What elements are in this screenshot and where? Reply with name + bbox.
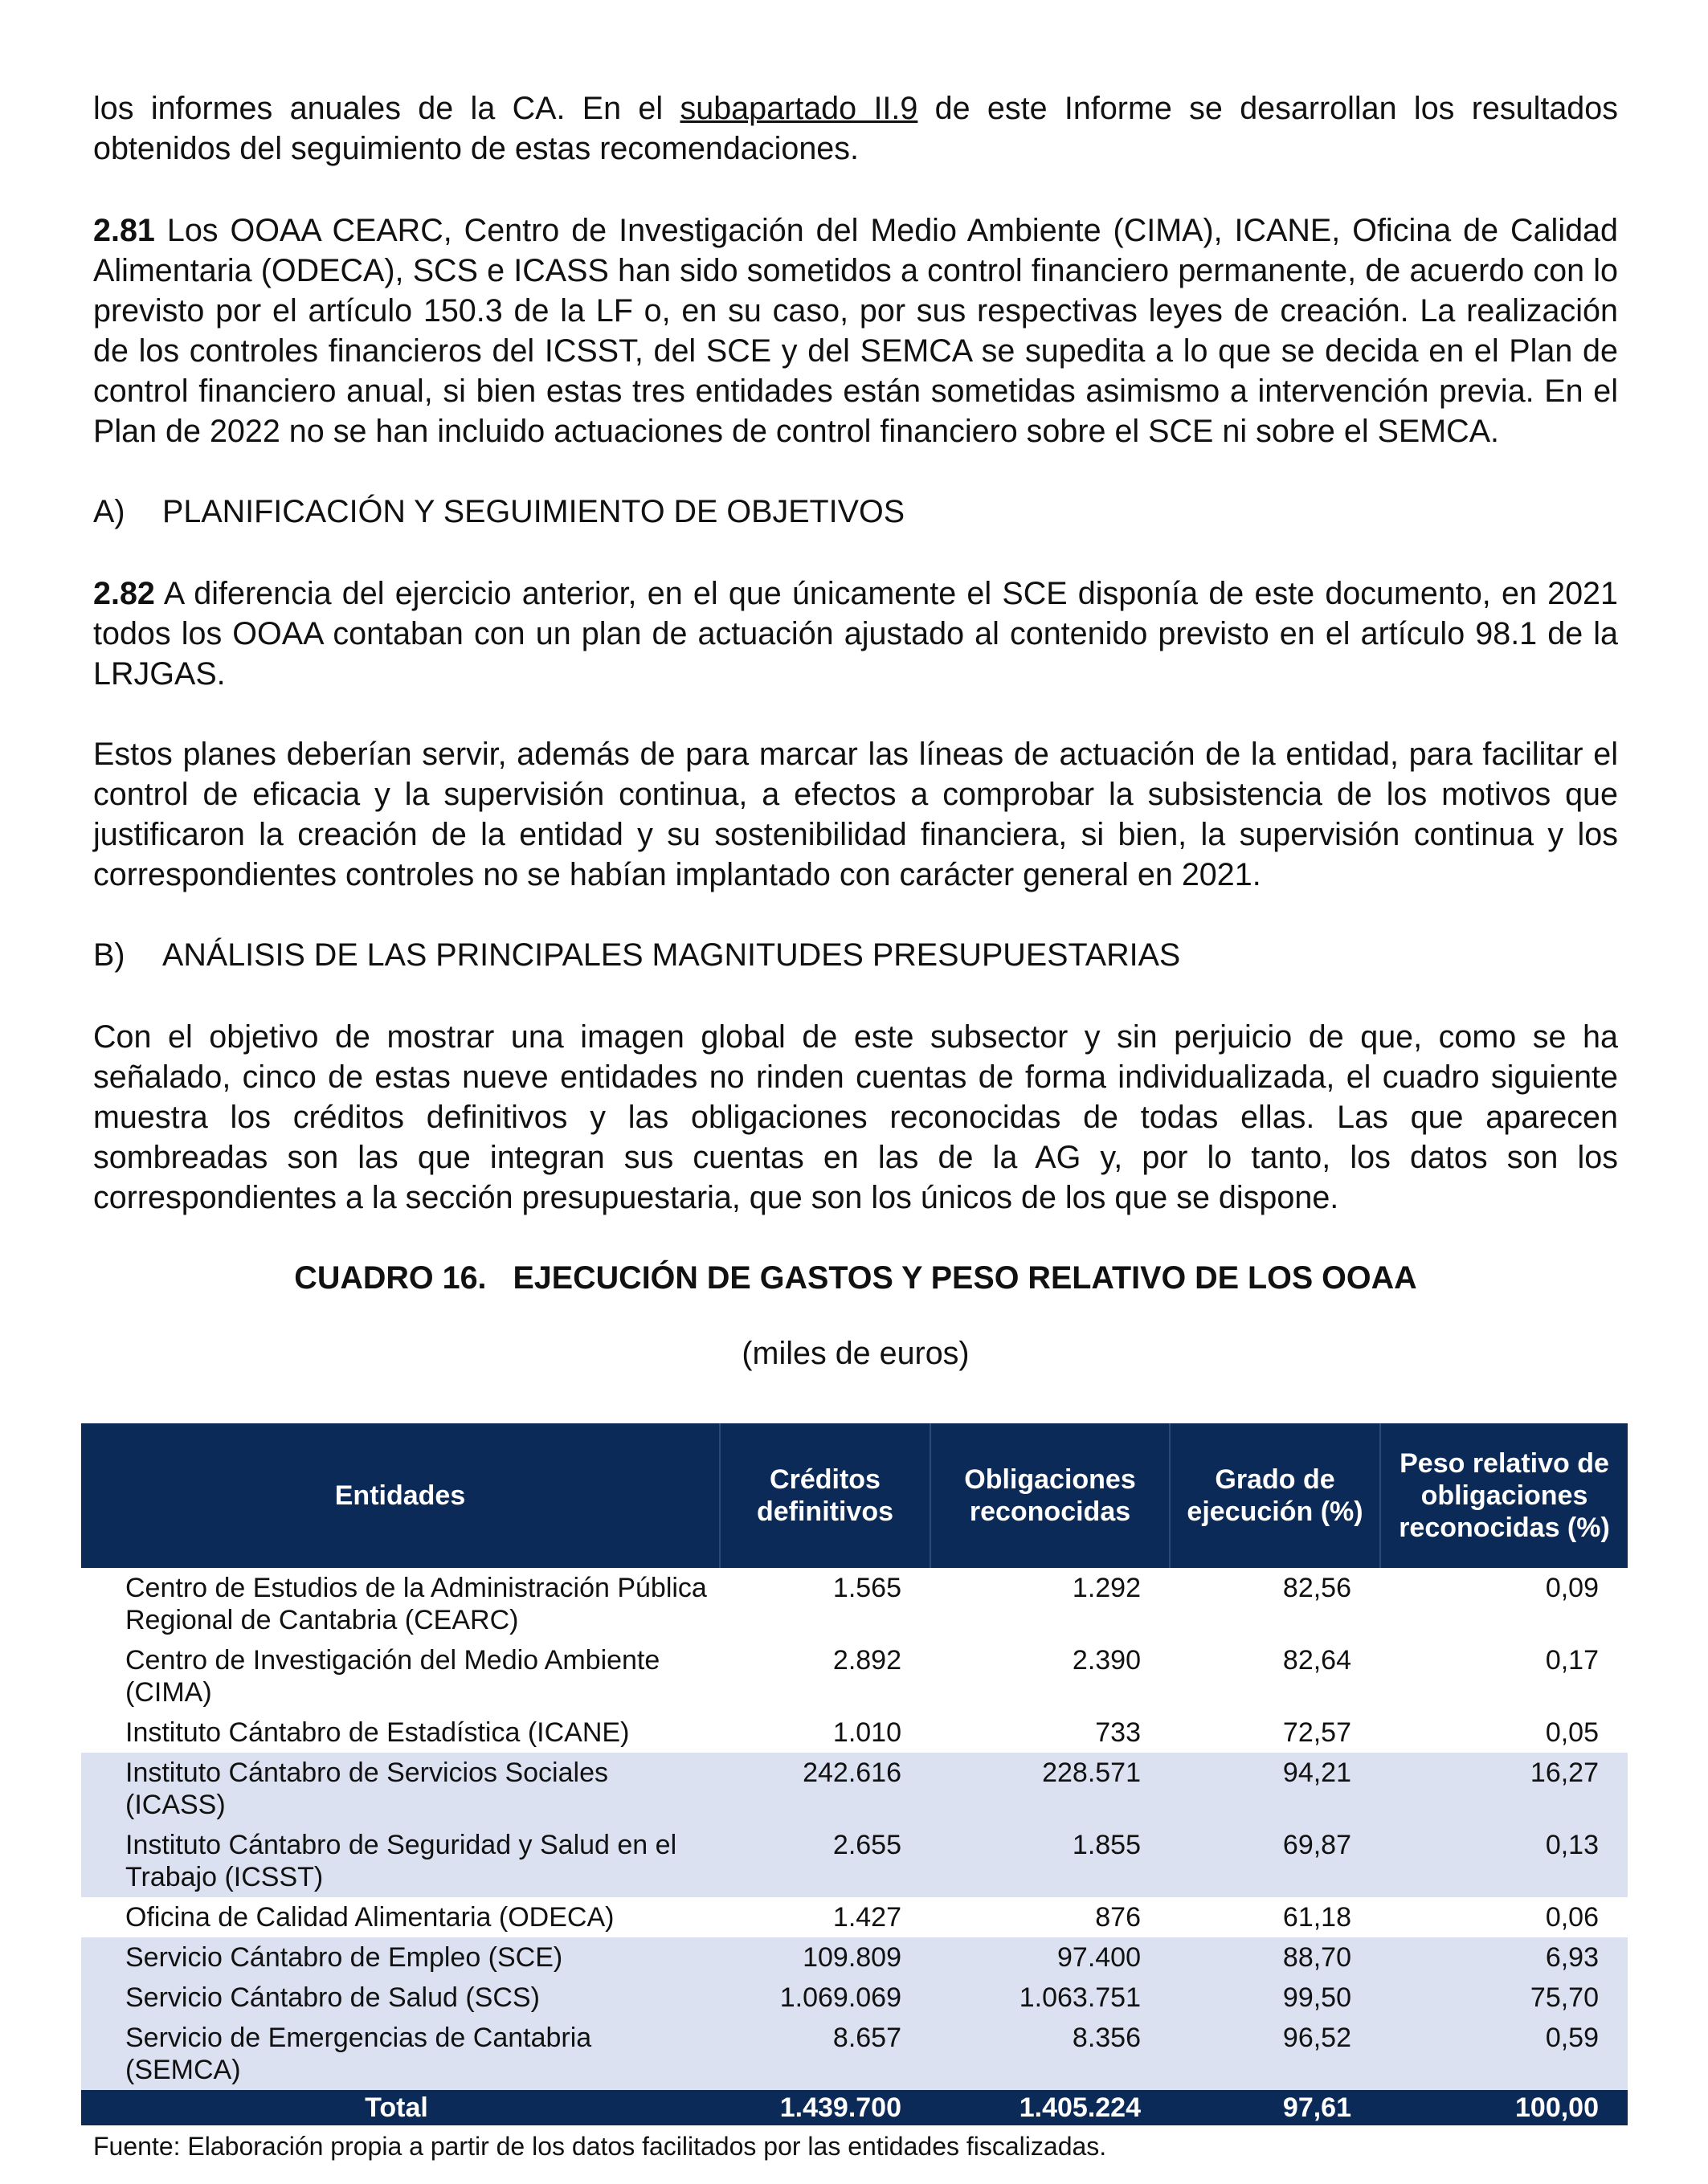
cell-peso: 0,17 xyxy=(1545,1645,1599,1676)
cell-grado: 61,18 xyxy=(1282,1902,1351,1933)
cell-creditos: 1.010 xyxy=(832,1717,901,1748)
total-grado: 97,61 xyxy=(1170,2090,1380,2125)
table-row xyxy=(81,1937,1628,1978)
cell-grado: 96,52 xyxy=(1170,2018,1380,2090)
intro-paragraph: los informes anuales de la CA. En el subapartado II.9 de este Informe se desarrollan los resultados obtenidos del seguimiento de estas recomendaciones. xyxy=(93,91,1618,166)
cell-peso: 0,09 xyxy=(1545,1573,1599,1603)
cell-creditos: 2.655 xyxy=(720,1825,930,1897)
table-row xyxy=(81,1713,1628,1753)
table-row xyxy=(81,2018,1628,2090)
section-heading-a xyxy=(93,492,1618,532)
section-heading-b xyxy=(93,935,1618,975)
cell-creditos: 1.069.069 xyxy=(720,1978,930,2018)
entity-name: Oficina de Calidad Alimentaria (ODECA) xyxy=(125,1902,615,1933)
entity-name: Centro de Investigación del Medio Ambiente (CIMA) xyxy=(125,1645,660,1708)
table-row xyxy=(81,1825,1628,1897)
cell-obligaciones: 8.356 xyxy=(930,2018,1170,2090)
cell-peso: 0,06 xyxy=(1545,1902,1599,1933)
total-creditos: 1.439.700 xyxy=(720,2090,930,2125)
cell-obligaciones: 2.390 xyxy=(1072,1645,1141,1676)
table-header-row xyxy=(81,1423,1628,1568)
cell-grado: 82,64 xyxy=(1282,1645,1351,1676)
table-row xyxy=(81,1753,1628,1825)
total-name: Total xyxy=(81,2090,720,2125)
entity-name: Instituto Cántabro de Seguridad y Salud en el Trabajo (ICSST) xyxy=(81,1825,720,1897)
heading-text: PLANIFICACIÓN Y SEGUIMIENTO DE OBJETIVOS xyxy=(162,494,905,529)
subapartado-link[interactable]: subapartado II.9 xyxy=(680,91,918,126)
document-body xyxy=(93,88,1618,1374)
heading-text: ANÁLISIS DE LAS PRINCIPALES MAGNITUDES PRESUPUESTARIAS xyxy=(162,937,1181,973)
cell-peso: 0,13 xyxy=(1380,1825,1628,1897)
cell-grado: 82,56 xyxy=(1282,1573,1351,1603)
cell-obligaciones: 1.855 xyxy=(930,1825,1170,1897)
table-row xyxy=(81,1897,1628,1937)
paragraph-planes: Estos planes deberían servir, además de para marcar las líneas de actuación de la entidad, para facilitar el control de eficacia y la supervisión continua, a efectos a comprobar la subsistencia de los motivos que justificaron la creación de la entidad y su sostenibilidad financiera, si bien, la supervisión continua y los correspondientes controles no se habían implantado con carácter general en 2021. xyxy=(93,737,1618,892)
total-obligaciones: 1.405.224 xyxy=(930,2090,1170,2125)
cell-grado: 69,87 xyxy=(1170,1825,1380,1897)
cell-obligaciones: 97.400 xyxy=(930,1937,1170,1978)
table-row xyxy=(81,1640,1628,1713)
heading-letter: A) xyxy=(93,494,125,529)
paragraph-2-82: 2.82 A diferencia del ejercicio anterior, en el que únicamente el SCE disponía de este documento, en 2021 todos los OOAA contaban con un plan de actuación ajustado al contenido previsto en el artículo 98.1 de la LRJGAS. xyxy=(93,576,1618,692)
cell-obligaciones: 876 xyxy=(1095,1902,1141,1933)
paragraph-2-81: 2.81 Los OOAA CEARC, Centro de Investigación del Medio Ambiente (CIMA), ICANE, Oficina de Calidad Alimentaria (ODECA), SCS e ICASS han sido sometidos a control financiero permanente, de acuerdo con lo previsto por el artículo 150.3 de la LF o, en su caso, por sus respectivas leyes de creación. La realización de los controles financieros del ICSST, del SCE y del SEMCA se supedita a lo que se decida en el Plan de control financiero anual, si bien estas tres entidades están sometidas asimismo a intervención previa. En el Plan de 2022 no se han incluido actuaciones de control financiero sobre el SCE ni sobre el SEMCA. xyxy=(93,213,1618,449)
header-creditos: Créditos definitivos xyxy=(720,1423,930,1568)
paragraph-objetivo: Con el objetivo de mostrar una imagen global de este subsector y sin perjuicio de que, como se ha señalado, cinco de estas nueve entidades no rinden cuentas de forma individualizada, el cuadro siguiente muestra los créditos definitivos y las obligaciones reconocidas de todas ellas. Las que aparecen sombreadas son las que integran sus cuentas en las de la AG y, por lo tanto, los datos son los correspondientes a la sección presupuestaria, que son los únicos de los que se dispone. xyxy=(93,1019,1618,1215)
cell-peso: 0,59 xyxy=(1380,2018,1628,2090)
cell-creditos: 1.427 xyxy=(832,1902,901,1933)
cell-peso: 16,27 xyxy=(1380,1753,1628,1825)
cell-grado: 88,70 xyxy=(1170,1937,1380,1978)
table-total-row xyxy=(81,2090,1628,2125)
header-obligaciones: Obligaciones reconocidas xyxy=(930,1423,1170,1568)
cell-obligaciones: 1.063.751 xyxy=(930,1978,1170,2018)
cell-peso: 0,05 xyxy=(1545,1717,1599,1748)
entity-name: Instituto Cántabro de Servicios Sociales (ICASS) xyxy=(81,1753,720,1825)
total-peso: 100,00 xyxy=(1380,2090,1628,2125)
cell-obligaciones: 733 xyxy=(1095,1717,1141,1748)
execution-table xyxy=(81,1423,1628,2125)
header-grado: Grado de ejecución (%) xyxy=(1170,1423,1380,1568)
cell-grado: 99,50 xyxy=(1170,1978,1380,2018)
table-caption: CUADRO 16. EJECUCIÓN DE GASTOS Y PESO RELATIVO DE LOS OOAA xyxy=(294,1260,1417,1296)
entity-name: Servicio Cántabro de Salud (SCS) xyxy=(81,1978,720,2018)
cell-creditos: 2.892 xyxy=(832,1645,901,1676)
cell-grado: 94,21 xyxy=(1170,1753,1380,1825)
table-row xyxy=(81,1978,1628,2018)
entity-name: Instituto Cántabro de Estadística (ICANE) xyxy=(125,1717,630,1748)
cell-creditos: 109.809 xyxy=(720,1937,930,1978)
table-subcaption: (miles de euros) xyxy=(742,1336,970,1371)
entity-name: Centro de Estudios de la Administración Pública Regional de Cantabria (CEARC) xyxy=(125,1573,707,1635)
cell-obligaciones: 228.571 xyxy=(930,1753,1170,1825)
paragraph-number: 2.82 xyxy=(93,576,155,611)
cell-obligaciones: 1.292 xyxy=(1072,1573,1141,1603)
cell-peso: 6,93 xyxy=(1380,1937,1628,1978)
entity-name: Servicio Cántabro de Empleo (SCE) xyxy=(81,1937,720,1978)
cell-creditos: 8.657 xyxy=(720,2018,930,2090)
heading-letter: B) xyxy=(93,937,125,973)
paragraph-number: 2.81 xyxy=(93,213,155,248)
header-entidades: Entidades xyxy=(81,1423,720,1568)
entity-name: Servicio de Emergencias de Cantabria (SEMCA) xyxy=(81,2018,720,2090)
cell-grado: 72,57 xyxy=(1282,1717,1351,1748)
source-note: Fuente: Elaboración propia a partir de los datos facilitados por las entidades fiscalizadas. xyxy=(93,2132,1107,2161)
cell-creditos: 242.616 xyxy=(720,1753,930,1825)
header-peso: Peso relativo de obligaciones reconocidas (%) xyxy=(1380,1423,1628,1568)
cell-creditos: 1.565 xyxy=(832,1573,901,1603)
table-row xyxy=(81,1568,1628,1640)
cell-peso: 75,70 xyxy=(1380,1978,1628,2018)
